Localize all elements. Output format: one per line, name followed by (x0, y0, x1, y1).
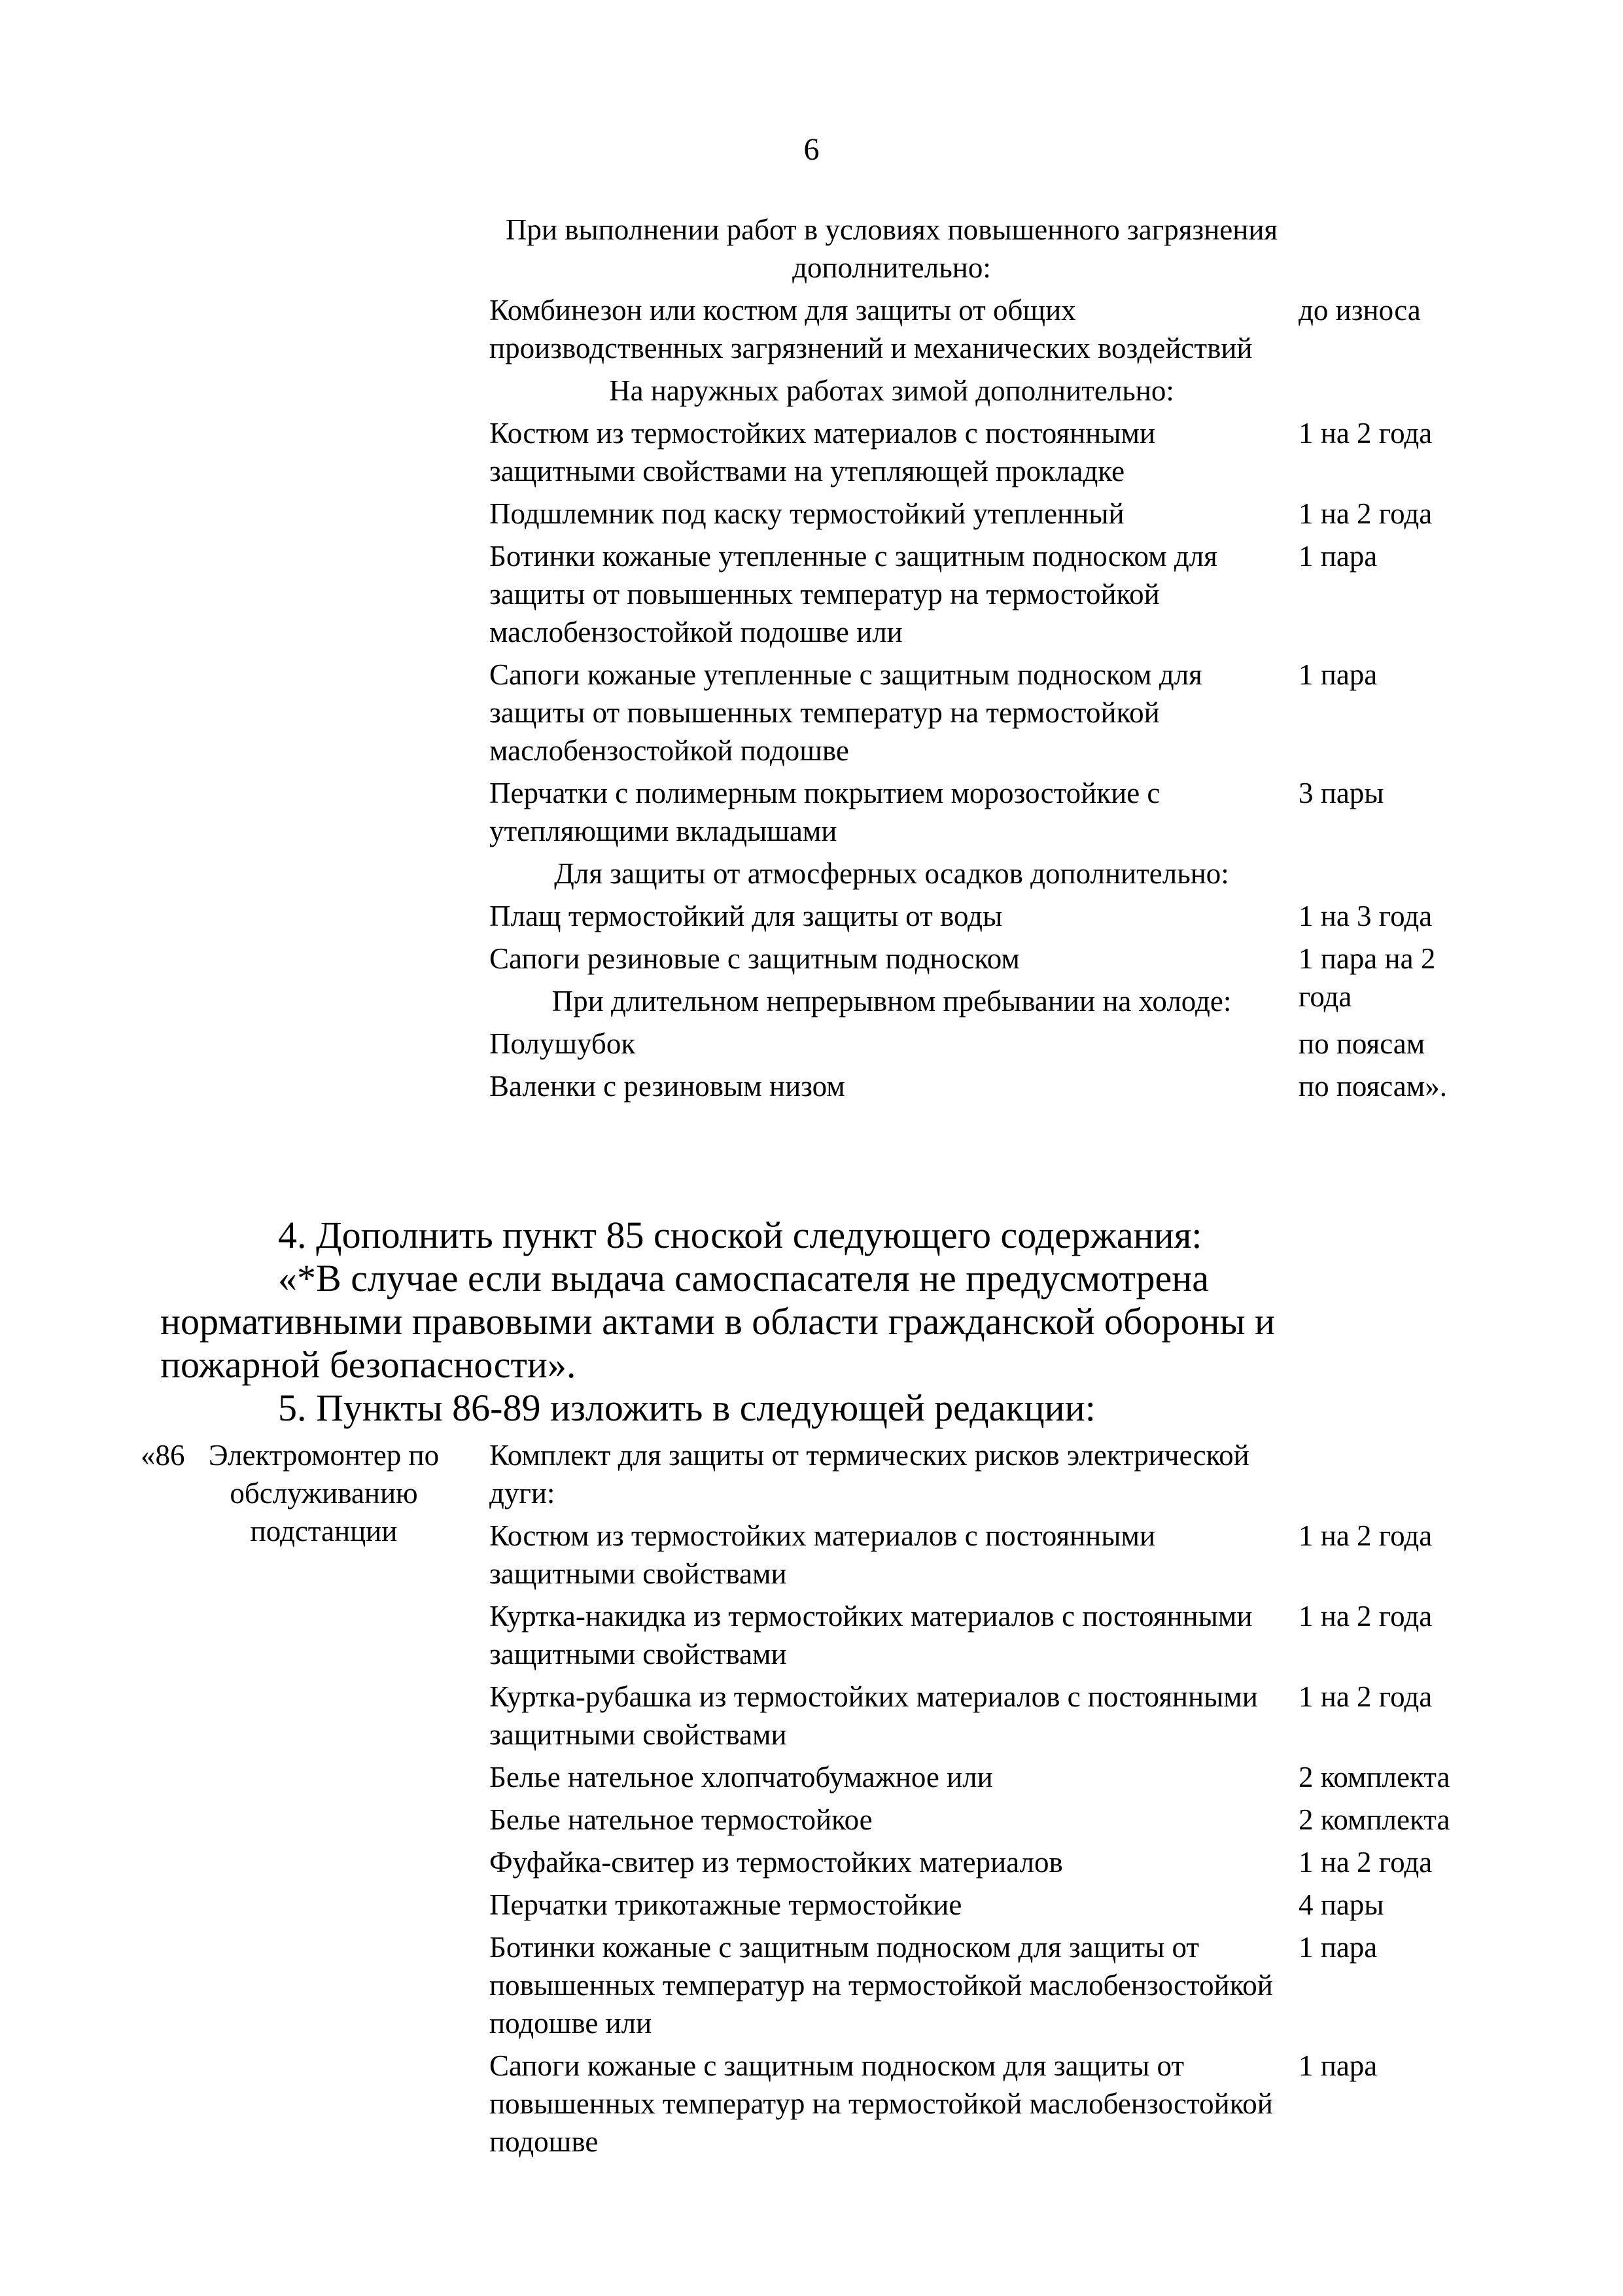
page-number: 6 (803, 132, 820, 167)
top-equipment-table (489, 211, 1510, 1110)
table-row (489, 291, 1510, 367)
item-name: Костюм из термостойких материалов с постоянными защитными свойствами на утепляющей прокладке (489, 417, 1156, 487)
item-name: Плащ термостойкий для защиты от воды (489, 900, 1003, 932)
item-name: Сапоги резиновые с защитным подноском (489, 942, 1020, 975)
table-row (489, 1678, 1510, 1754)
item-period: 2 комплекта (1299, 1803, 1450, 1836)
item-name: Костюм из термостойких материалов с постоянными защитными свойствами (489, 1519, 1156, 1590)
item-name: Валенки с резиновым низом (489, 1070, 845, 1103)
section-heading: Для защиты от атмосферных осадков дополнительно: (554, 857, 1229, 890)
item-period: по поясам (1299, 1027, 1425, 1060)
item-name: Сапоги кожаные с защитным подноском для защиты от повышенных температур на термостойкой маслобензостойкой подошве (489, 2049, 1273, 2158)
section-heading: При длительном непрерывном пребывании на холоде: (551, 985, 1232, 1017)
word: актами (602, 1300, 715, 1343)
item-period: 1 на 2 года (1299, 1600, 1433, 1633)
table-row (489, 414, 1510, 490)
paragraph-5-heading: 5. Пункты 86-89 изложить в следующей редакции: (278, 1386, 1096, 1429)
word: случае (351, 1257, 459, 1299)
item-period: 1 на 2 года (1299, 1519, 1433, 1552)
item-name: Комбинезон или костюм для защиты от общих производственных загрязнений и механических воздействий (489, 294, 1253, 364)
profession-name: Электромонтер по обслуживанию подстанции (208, 1439, 440, 1547)
table-row (489, 1843, 1510, 1881)
word: обороны (1104, 1300, 1246, 1343)
item-period: 2 комплекта (1299, 1761, 1450, 1793)
item-period: 1 пара (1299, 658, 1378, 691)
item-name: Перчатки трикотажные термостойкие (489, 1888, 962, 1921)
item-period: 1 на 2 года (1299, 417, 1433, 450)
word: предусмотрена (966, 1257, 1210, 1299)
table-row (489, 2047, 1510, 2161)
word: правовыми (411, 1300, 593, 1343)
word: «*В (278, 1257, 341, 1299)
table-row (489, 897, 1510, 935)
table-row (489, 1067, 1510, 1105)
paragraph-4-heading: 4. Дополнить пункт 85 сноской следующего содержания: (278, 1214, 1202, 1256)
item-period: 1 на 3 года (1299, 900, 1433, 932)
item-period: до износа (1299, 294, 1421, 327)
word: и (1255, 1300, 1276, 1343)
item-name: Белье нательное хлопчатобумажное или (489, 1761, 993, 1793)
table-row (489, 656, 1510, 769)
item-name: Перчатки с полимерным покрытием морозостойкие с утепляющими вкладышами (489, 777, 1161, 847)
table-row (489, 774, 1510, 850)
item-name: Ботинки кожаные утепленные с защитным подноском для защиты от повышенных температур на термостойкой маслобензостойкой подошве или (489, 540, 1217, 648)
item-period: 1 пара (1299, 1931, 1378, 1964)
paragraph-4 (160, 1214, 1448, 1430)
item-name: Ботинки кожаные с защитным подноском для защиты от повышенных температур на термостойкой маслобензостойкой подошве или (489, 1931, 1273, 2040)
item-name: Полушубок (489, 1027, 636, 1060)
item-period: 1 на 2 года (1299, 1680, 1433, 1713)
word: если (468, 1257, 542, 1299)
table-row (489, 537, 1510, 651)
item-period: по поясам». (1299, 1070, 1447, 1103)
item-name: Куртка-рубашка из термостойких материалов с постоянными защитными свойствами (489, 1680, 1258, 1751)
word: нормативными (160, 1300, 403, 1343)
section-86-items (489, 1436, 1510, 2165)
item-period: 1 на 2 года (1299, 1846, 1433, 1879)
word: выдача (551, 1257, 665, 1299)
table-row (489, 495, 1510, 533)
kit-header: Комплект для защиты от термических рисков электрической дуги: (489, 1439, 1249, 1510)
item-name: Куртка-накидка из термостойких материалов с постоянными защитными свойствами (489, 1600, 1253, 1670)
item-period: 1 пара (1299, 2049, 1378, 2082)
footnote-line-1 (160, 1257, 1448, 1300)
item-period: 1 пара (1299, 540, 1378, 573)
footnote-line-3: пожарной безопасности». (160, 1343, 576, 1386)
footnote-line-2 (160, 1300, 1448, 1343)
table-row (489, 1517, 1510, 1593)
section-number: «86 (141, 1439, 185, 1472)
item-period: 3 пары (1299, 777, 1384, 809)
word: самоспасателя (674, 1257, 910, 1299)
word: в (724, 1300, 742, 1343)
table-row (489, 1801, 1510, 1839)
item-name: Сапоги кожаные утепленные с защитным подноском для защиты от повышенных температур на термостойкой маслобензостойкой подошве (489, 658, 1202, 767)
section-heading: При выполнении работ в условиях повышенного загрязнения дополнительно: (505, 213, 1278, 284)
item-name: Белье нательное термостойкое (489, 1803, 873, 1836)
word: области (752, 1300, 879, 1343)
table-row (489, 1025, 1510, 1063)
item-period: 1 на 2 года (1299, 497, 1433, 530)
word: не (918, 1257, 956, 1299)
item-name: Подшлемник под каску термостойкий утепленный (489, 497, 1125, 530)
item-period: 1 пара на 2 года (1299, 942, 1436, 1013)
item-period: 4 пары (1299, 1888, 1384, 1921)
section-heading: На наружных работах зимой дополнительно: (609, 374, 1174, 407)
table-row (489, 1928, 1510, 2042)
item-name: Фуфайка-свитер из термостойких материалов (489, 1846, 1063, 1879)
table-row (489, 1886, 1510, 1924)
table-row (489, 1758, 1510, 1796)
table-row (489, 1597, 1510, 1673)
word: гражданской (888, 1300, 1095, 1343)
